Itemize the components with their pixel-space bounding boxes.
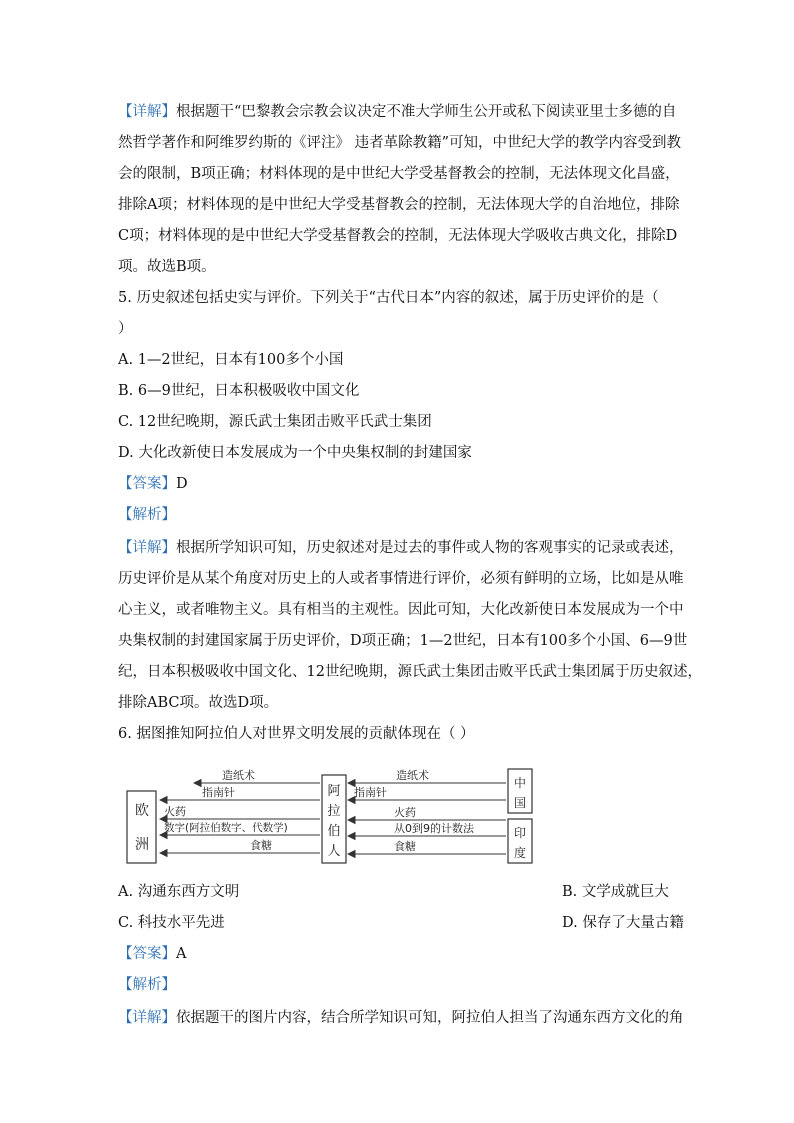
q6-option-c: C. 科技水平先进 [118,915,225,931]
q6-analysis-tag: 【解析】 [118,977,176,993]
q6-options-row-1 [118,882,688,902]
q6-stem: 6. 据图推知阿拉伯人对世界文明发展的贡献体现在（ ） [118,726,475,742]
q5-detail-line-1: 【详解】根据所学知识可知，历史叙述对是过去的事件或人物的客观事实的记录或表述， [118,540,684,556]
q5-answer-value: D [176,476,188,492]
detail-line-4: 排除A项；材料体现的是中世纪大学受基督教会的控制，无法体现大学的自治地位，排除 [118,197,680,213]
detail-line-5: C项；材料体现的是中世纪大学受基督教会的控制，无法体现大学吸收古典文化，排除D [118,228,678,244]
q6-option-a: A. 沟通东西方文明 [118,884,240,900]
arab-char-2: 拉 [327,804,341,819]
q5-detail-line-2: 历史评价是从某个角度对历史上的人或者事情进行评价，必须有鲜明的立场，比如是从唯 [118,571,684,587]
detail-tag: 【详解】 [118,104,176,120]
detail-line-6: 项。故选B项。 [118,259,216,275]
q5-detail-line-6: 排除ABC项。故选D项。 [118,695,279,711]
left-item-papermaking: 造纸术 [222,769,255,782]
europe-char-2: 洲 [135,837,149,853]
right-item-gunpowder: 火药 [394,806,416,819]
q6-option-b: B. 文学成就巨大 [562,884,669,900]
q5-detail-line-3: 心主义，或者唯物主义。具有相当的主观性。因此可知，大化改新使日本发展成为一个中 [118,602,684,618]
q5-option-c: C. 12世纪晚期，源氏武士集团击败平氏武士集团 [118,414,432,430]
detail-line-1: 【详解】根据题干“巴黎教会宗教会议决定不准大学师生公开或私下阅读亚里士多德的自 [118,104,677,120]
arab-char-1: 阿 [327,784,341,799]
q6-detail-line-1: 【详解】依据题干的图片内容，结合所学知识可知，阿拉伯人担当了沟通东西方文化的角 [118,1010,684,1026]
right-item-counting: 从0到9的计数法 [394,822,474,835]
left-item-sugar: 食糖 [250,839,272,852]
left-item-gunpowder: 火药 [164,805,186,818]
detail-line-3: 会的限制，B项正确；材料体现的是中世纪大学受基督教会的控制，无法体现文化昌盛， [118,166,680,182]
answer-tag: 【答案】 [118,476,176,492]
q6-option-d: D. 保存了大量古籍 [562,915,684,931]
q5-detail-line-5: 纪，日本积极吸收中国文化、12世纪晚期，源氏武士集团击败平氏武士集团属于历史叙述， [118,664,702,680]
q5-stem-close: ） [118,321,133,337]
q5-answer [118,474,688,494]
left-item-compass: 指南针 [202,786,235,799]
arab-char-3: 伯 [327,824,341,839]
right-item-sugar: 食糖 [394,840,416,853]
right-item-compass: 指南针 [354,786,387,799]
right-item-papermaking: 造纸术 [396,769,429,782]
q6-answer: 【答案】A [118,946,187,962]
europe-char-1: 欧 [135,803,149,819]
arab-char-4: 人 [327,844,341,859]
q5-option-a: A. 1—2世纪，日本有100多个小国 [118,352,344,368]
india-char-1: 印 [513,826,527,840]
q6-answer-value: A [176,946,187,962]
india-char-2: 度 [513,846,527,860]
q5-option-b: B. 6—9世纪，日本积极吸收中国文化 [118,383,360,399]
q5-analysis-tag: 【解析】 [118,507,176,523]
q6-options-row-2 [118,913,688,933]
q5-option-d: D. 大化改新使日本发展成为一个中央集权制的封建国家 [118,445,472,461]
china-char-2: 国 [513,796,527,810]
left-item-numerals: 数字(阿拉伯数字、代数学) [164,822,288,834]
q5-stem: 5. 历史叙述包括史实与评价。下列关于“古代日本”内容的叙述，属于历史评价的是（ [118,290,659,306]
china-char-1: 中 [513,776,527,790]
q6-trade-diagram [124,763,536,865]
detail-line-2: 然哲学著作和阿维罗约斯的《评注》 违者革除教籍”可知，中世纪大学的教学内容受到教 [118,135,682,151]
q5-detail-line-4: 央集权制的封建国家属于历史评价，D项正确；1—2世纪，日本有100多个小国、6—9世 [118,633,688,649]
